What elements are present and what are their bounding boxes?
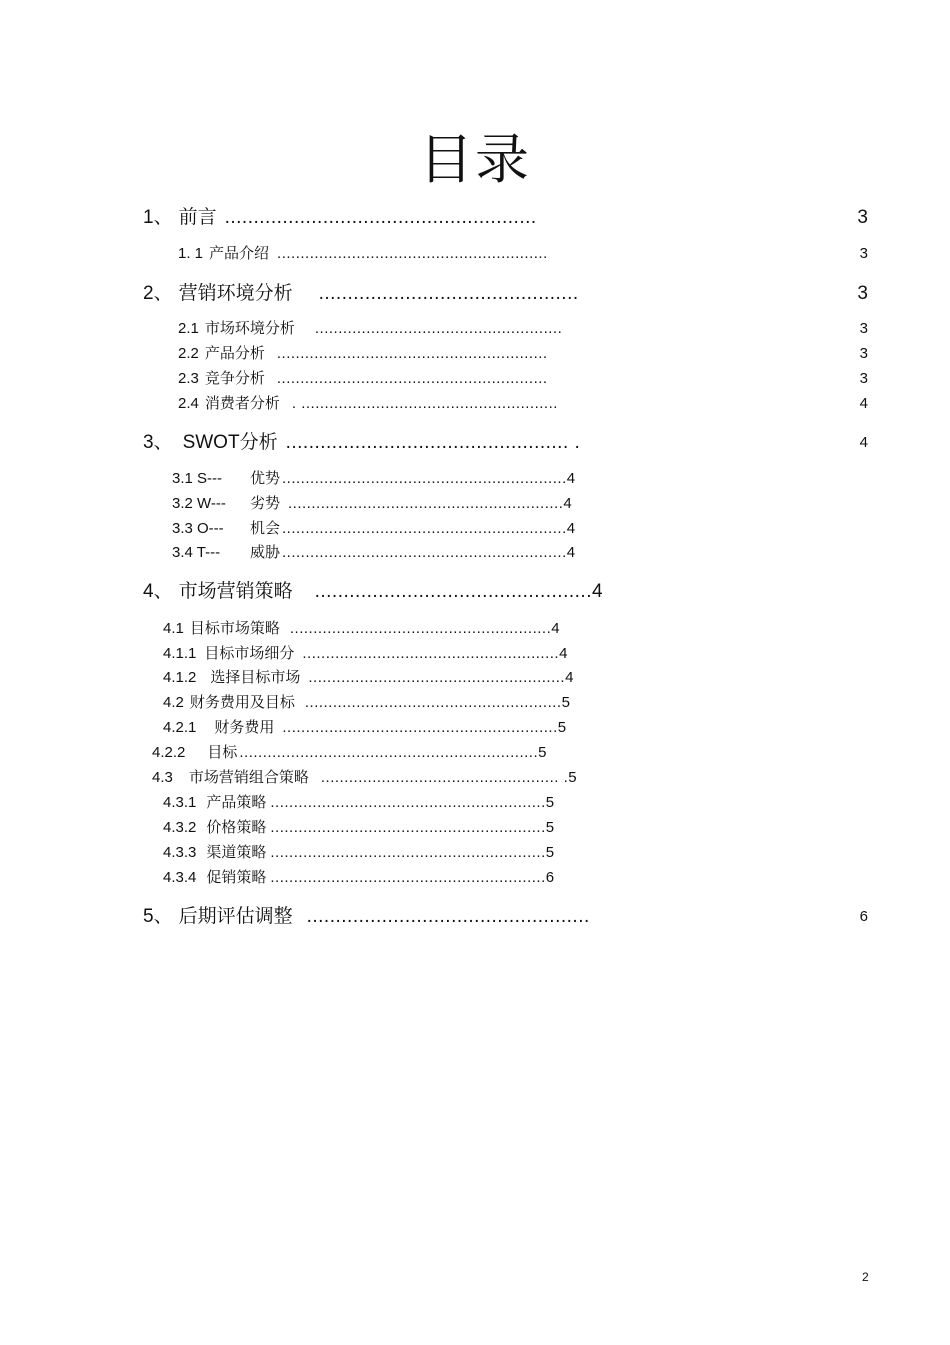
entry-label: SWOT分析 (182, 432, 278, 453)
entry-number: 4.1.1 (163, 645, 197, 662)
entry-page: 6 (859, 908, 868, 925)
entry-label: 市场环境分析 (204, 320, 295, 337)
entry-number: 3.2 W--- (172, 495, 226, 512)
toc-entry (172, 494, 572, 514)
entry-dots: .......................................................... (276, 345, 548, 362)
entry-number: 5、 (143, 906, 173, 927)
toc-entry (178, 244, 548, 264)
entry-number: 2、 (143, 283, 173, 304)
entry-number: 3、 (143, 432, 173, 453)
entry-label: 渠道策略 (206, 844, 267, 861)
toc-entry (163, 644, 568, 664)
entry-dots: ...........................................................5 (270, 844, 555, 861)
entry-dots: .......................................................4 (308, 669, 574, 686)
entry-dots: ................................................4 (314, 581, 604, 602)
entry-label: 目标市场策略 (189, 620, 280, 637)
entry-label: 目标 (207, 744, 238, 761)
toc-entry (172, 543, 576, 563)
entry-number: 3.3 O--- (172, 520, 224, 537)
toc-entry (163, 843, 555, 863)
page-number: 2 (862, 1270, 869, 1284)
toc-entry (163, 693, 570, 713)
entry-label: 促销策略 (206, 869, 267, 886)
entry-number: 4.3.4 (163, 869, 197, 886)
entry-label: 机会 (250, 520, 281, 537)
entry-dots: ...........................................................4 (288, 495, 573, 512)
entry-number: 4.1 (163, 620, 184, 637)
entry-number: 4.2.1 (163, 719, 197, 736)
toc-entry (152, 768, 577, 788)
toc-entry (143, 580, 603, 604)
entry-number: 4、 (143, 581, 173, 602)
entry-label: 价格策略 (206, 819, 267, 836)
entry-dots: ................................................................5 (239, 744, 547, 761)
toc-entry (143, 282, 579, 306)
entry-dots: ........................................................4 (289, 620, 561, 637)
entry-label: 前言 (178, 207, 217, 228)
entry-dots: ................................................. . (285, 432, 581, 453)
entry-page: 3 (857, 283, 868, 304)
entry-label: 市场营销策略 (178, 581, 293, 602)
entry-label: 目标市场细分 (204, 645, 295, 662)
entry-page: 4 (859, 434, 868, 451)
entry-page: 3 (859, 345, 868, 362)
entry-label: 产品分析 (204, 345, 265, 362)
entry-label: 营销环境分析 (178, 283, 293, 304)
toc-entry (172, 469, 576, 489)
entry-number: 4.1.2 (163, 669, 197, 686)
entry-dots: ...........................................................5 (270, 794, 555, 811)
entry-number: 4.2 (163, 694, 184, 711)
entry-number: 2.4 (178, 395, 199, 412)
toc-entry (152, 743, 547, 763)
entry-page: 3 (857, 207, 868, 228)
entry-label: 劣势 (250, 495, 281, 512)
toc-entry (178, 394, 558, 414)
entry-number: 4.2.2 (152, 744, 186, 761)
toc-entry (178, 344, 548, 364)
entry-label: 市场营销组合策略 (188, 769, 309, 786)
entry-number: 4.3.3 (163, 844, 197, 861)
toc-entry (178, 319, 562, 339)
entry-label: 竞争分析 (204, 370, 265, 387)
entry-dots: .......................................................4 (302, 645, 568, 662)
entry-label: 后期评估调整 (178, 906, 293, 927)
entry-page: 3 (859, 320, 868, 337)
entry-dots: ...........................................................6 (270, 869, 555, 886)
entry-label: 选择目标市场 (210, 669, 301, 686)
toc-entry (172, 519, 576, 539)
entry-page: 3 (859, 370, 868, 387)
entry-number: 4.3.2 (163, 819, 197, 836)
toc-entry (163, 793, 555, 813)
entry-page: 3 (859, 245, 868, 262)
entry-label: 财务费用及目标 (189, 694, 295, 711)
entry-dots: .......................................................... (277, 245, 548, 262)
entry-dots: ...........................................................5 (270, 819, 555, 836)
entry-dots: ...........................................................5 (282, 719, 567, 736)
entry-dots: . ....................................................... (291, 395, 558, 412)
entry-number: 2.3 (178, 370, 199, 387)
toc-title: 目录 (419, 128, 531, 191)
toc-entry (163, 868, 555, 888)
entry-dots: .......................................................... (276, 370, 548, 387)
entry-dots: ............................................. (318, 283, 579, 304)
entry-dots: ..................................................... (314, 320, 563, 337)
entry-label: 产品介绍 (209, 245, 270, 262)
toc-entry (143, 206, 537, 230)
toc-entry (178, 369, 548, 389)
entry-number: 3.4 T--- (172, 544, 221, 561)
entry-dots: .............................................................4 (282, 470, 576, 487)
entry-number: 2.2 (178, 345, 199, 362)
entry-page: 4 (859, 395, 868, 412)
toc-entry (163, 619, 560, 639)
entry-dots: .......................................................5 (304, 694, 571, 711)
toc-entry (143, 905, 590, 929)
toc-entry (143, 431, 580, 455)
toc-entry (163, 668, 574, 688)
entry-dots: ................................................... .5 (320, 769, 578, 786)
entry-number: 1、 (143, 207, 173, 228)
entry-label: 产品策略 (206, 794, 267, 811)
entry-number: 1. 1 (178, 245, 204, 262)
toc-entry (163, 718, 567, 738)
entry-number: 2.1 (178, 320, 199, 337)
entry-label: 威胁 (250, 544, 281, 561)
entry-label: 消费者分析 (204, 395, 280, 412)
entry-number: 3.1 S--- (172, 470, 223, 487)
entry-dots: ................................................. (306, 906, 590, 927)
entry-dots: .............................................................4 (282, 544, 576, 561)
entry-dots: ...................................................... (224, 207, 537, 228)
entry-label: 财务费用 (214, 719, 275, 736)
entry-number: 4.3 (152, 769, 173, 786)
entry-dots: .............................................................4 (282, 520, 576, 537)
entry-number: 4.3.1 (163, 794, 197, 811)
entry-label: 优势 (250, 470, 281, 487)
toc-entry (163, 818, 555, 838)
